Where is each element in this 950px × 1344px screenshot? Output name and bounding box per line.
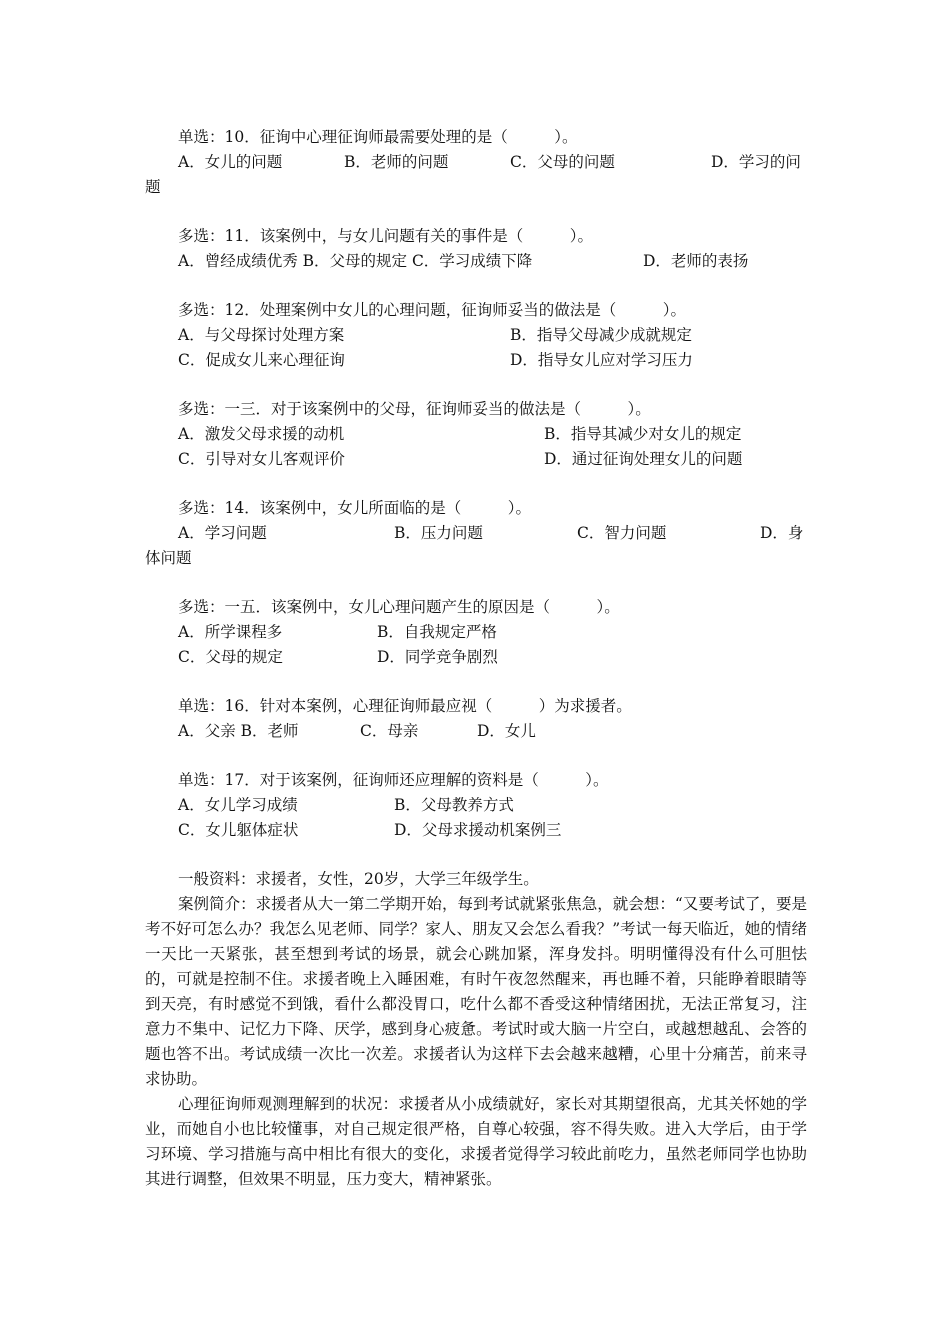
question-16 xyxy=(145,694,807,744)
option-d: D．父母求援动机案例三 xyxy=(394,821,562,839)
option-c: C．智力问题 xyxy=(577,524,667,542)
option-b: B．指导父母减少成就规定 xyxy=(510,326,692,344)
option-c: C．母亲 xyxy=(360,722,419,740)
option-c: C．父母的规定 xyxy=(178,648,283,666)
option-c: C．促成女儿来心理征询 xyxy=(178,351,345,369)
option-a: A．女儿的问题 xyxy=(178,153,283,171)
option-d: D．学习的问 xyxy=(711,153,801,171)
option-d: D．指导女儿应对学习压力 xyxy=(510,351,693,369)
option-row xyxy=(145,521,807,546)
option-row xyxy=(145,150,807,175)
question-12 xyxy=(145,298,807,373)
option-abc: A．曾经成绩优秀 B．父母的规定 C．学习成绩下降 xyxy=(178,252,533,270)
option-row xyxy=(145,348,807,373)
option-b: B．压力问题 xyxy=(394,524,483,542)
option-b: B．自我规定严格 xyxy=(377,623,497,641)
option-c: C．父母的问题 xyxy=(510,153,615,171)
question-stem: 单选：17．对于该案例，征询师还应理解的资料是（ ）。 xyxy=(178,771,609,789)
option-row xyxy=(145,249,807,274)
option-c: C．女儿躯体症状 xyxy=(178,821,299,839)
option-row xyxy=(145,818,807,843)
question-17 xyxy=(145,768,807,843)
question-stem: 多选：一三．对于该案例中的父母，征询师妥当的做法是（ ）。 xyxy=(178,400,651,418)
question-10 xyxy=(145,125,807,200)
option-b: B．父母教养方式 xyxy=(394,796,514,814)
question-14 xyxy=(145,496,807,571)
option-b: B．指导其减少对女儿的规定 xyxy=(544,425,742,443)
option-a: A．所学课程多 xyxy=(178,623,283,641)
option-d: D．老师的表扬 xyxy=(643,252,749,270)
question-stem: 多选：14．该案例中，女儿所面临的是（ ）。 xyxy=(178,499,531,517)
question-stem: 单选：10．征询中心理征询师最需要处理的是（ ）。 xyxy=(178,128,578,146)
case-section xyxy=(145,867,807,1192)
option-b: B．老师的问题 xyxy=(344,153,449,171)
option-row xyxy=(145,620,807,645)
option-a: A．与父母探讨处理方案 xyxy=(178,326,345,344)
case-observation-paragraph: 心理征询师观测理解到的状况：求援者从小成绩就好，家长对其期望很高，尤其关怀她的学业，而她自小也比较懂事，对自己规定很严格，自尊心较强，容不得失败。进入大学后，由于学习环境、学习措施与高中相比有很大的变化，求援者觉得学习较此前吃力，虽然老师同学也协助其进行调整，但效果不明显，压力变大，精神紧张。 xyxy=(145,1095,807,1188)
option-row xyxy=(145,447,807,472)
option-d: D．通过征询处理女儿的问题 xyxy=(544,450,743,468)
question-stem: 多选：11．该案例中，与女儿问题有关的事件是（ ）。 xyxy=(178,227,593,245)
option-d: D．同学竞争剧烈 xyxy=(377,648,498,666)
option-d: D．女儿 xyxy=(477,722,536,740)
option-row xyxy=(145,645,807,670)
option-a: A．学习问题 xyxy=(178,524,267,542)
option-wrap: 题 xyxy=(145,178,161,196)
document-page xyxy=(145,125,807,1192)
case-intro-paragraph: 案例简介：求援者从大一第二学期开始，每到考试就紧张焦急，就会想：“又要考试了，要是考不好可怎么办？我怎么见老师、同学？家人、朋友又会怎么看我？”考试一每天临近，她的情绪一天比一天紧张，甚至想到考试的场景，就会心跳加紧，浑身发抖。明明懂得没有什么可胆怯的，可就是控制不住。求援者晚上入睡困难，有时午夜忽然醒来，再也睡不着，只能睁着眼睛等到天亮，有时感觉不到饿，看什么都没胃口，吃什么都不香受这种情绪困扰，无法正常复习，注意力不集中、记忆力下降、厌学，感到身心疲惫。考试时或大脑一片空白，或越想越乱、会答的题也答不出。考试成绩一次比一次差。求援者认为这样下去会越来越糟，心里十分痛苦，前来寻求协助。 xyxy=(145,895,807,1088)
option-d: D．身 xyxy=(760,524,804,542)
question-13 xyxy=(145,397,807,472)
question-15 xyxy=(145,595,807,670)
option-row xyxy=(145,793,807,818)
question-stem: 多选：一五．该案例中，女儿心理问题产生的原因是（ ）。 xyxy=(178,598,620,616)
option-row xyxy=(145,422,807,447)
option-wrap: 体问题 xyxy=(145,549,192,567)
option-c: C．引导对女儿客观评价 xyxy=(178,450,345,468)
option-ab: A．父亲 B．老师 xyxy=(178,722,299,740)
option-row xyxy=(145,323,807,348)
option-a: A．女儿学习成绩 xyxy=(178,796,298,814)
question-stem: 单选：16．针对本案例，心理征询师最应视（ ）为求援者。 xyxy=(178,697,632,715)
question-stem: 多选：12．处理案例中女儿的心理问题，征询师妥当的做法是（ ）。 xyxy=(178,301,686,319)
question-11 xyxy=(145,224,807,274)
option-a: A．激发父母求援的动机 xyxy=(178,425,345,443)
case-general-info: 一般资料：求援者，女性，20岁，大学三年级学生。 xyxy=(178,870,539,888)
option-row xyxy=(145,719,807,744)
